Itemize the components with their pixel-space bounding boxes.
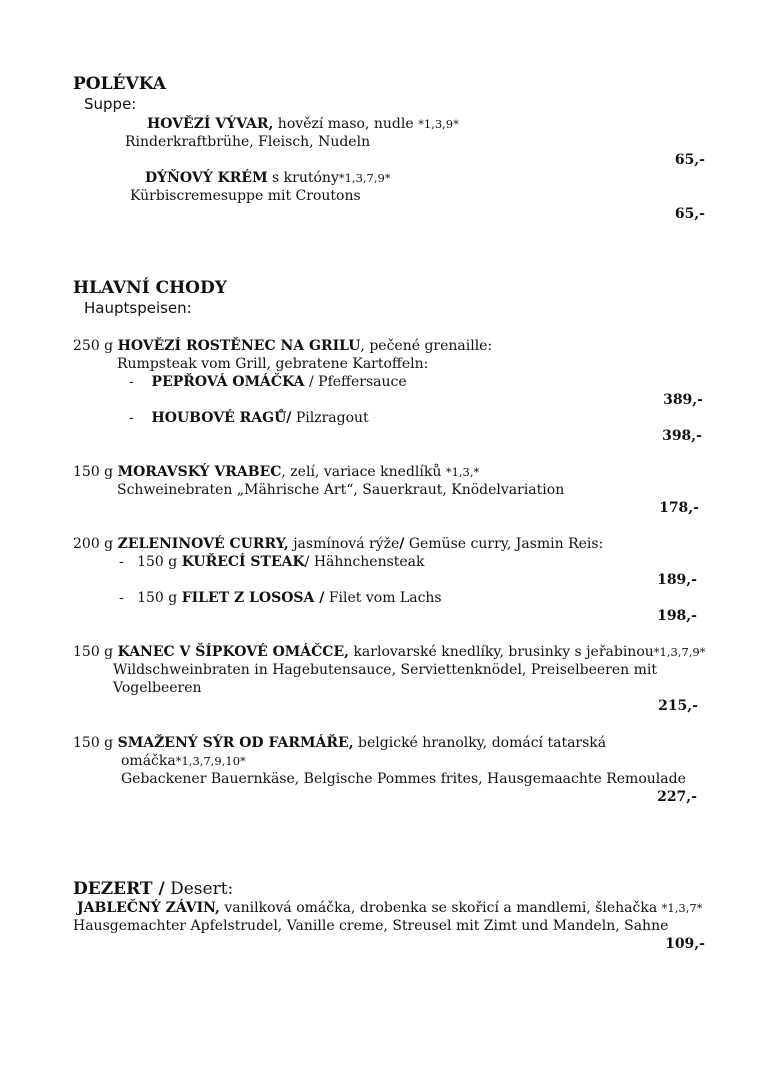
item-name: MORAVSKÝ VRABEC	[117, 464, 282, 480]
item-translation: Rumpsteak vom Grill, gebratene Kartoffeln:	[117, 356, 429, 372]
option-desc: / Pfeffersauce	[304, 374, 407, 390]
item-desc: karlovarské knedlíky, brusinky s jeřabinou	[349, 644, 654, 660]
item-translation: Wildschweinbraten in Hagebutensauce, Serviettenknödel, Preiselbeeren mit	[113, 662, 657, 678]
item-desc: jasmínová rýže	[288, 536, 400, 552]
item-translation: Kürbiscremesuppe mit Croutons	[130, 188, 361, 204]
dessert-heading-cz: DEZERT /	[73, 879, 165, 899]
item-desc: , pečené grenaille:	[360, 338, 493, 354]
dash: -	[129, 410, 134, 426]
item-price: 227,-	[657, 789, 697, 805]
option-desc: Pilzragout	[291, 410, 369, 426]
item-translation: Rinderkraftbrühe, Fleisch, Nudeln	[125, 134, 371, 150]
section-heading-dessert	[73, 878, 233, 900]
item-weight: 250 g	[73, 338, 118, 354]
option-pepper-sauce	[129, 373, 407, 391]
section-subheading-soup: Suppe:	[84, 95, 137, 113]
item-allergens: *1,3,7,9*	[338, 171, 391, 185]
item-price: 65,-	[674, 206, 705, 222]
item-allergens: *1,3,7*	[661, 901, 703, 915]
section-subheading-mains: Hauptspeisen:	[84, 299, 192, 317]
item-allergens: *1,3,7,9*	[653, 645, 706, 659]
item-price: 109,-	[665, 936, 705, 952]
item-name: HOVĚZÍ VÝVAR,	[147, 116, 274, 132]
item-price: 215,-	[658, 698, 698, 714]
section-heading-soup: POLÉVKA	[73, 74, 166, 94]
item-allergens: *1,3,9*	[418, 117, 459, 131]
item-price: 398,-	[662, 428, 702, 444]
item-name: HOVĚZÍ ROSTĚNEC NA GRILU	[117, 338, 361, 354]
option-weight: 150 g	[137, 590, 182, 606]
item-translation: Gebackener Bauernkäse, Belgische Pommes frites, Hausgemaachte Remoulade	[121, 771, 686, 787]
item-weight: 150 g	[73, 735, 118, 751]
item-name: KANEC V ŠÍPKOVÉ OMÁČCE,	[117, 644, 349, 660]
item-weight: 150 g	[73, 644, 118, 660]
option-name: FILET Z LOSOSA /	[181, 590, 325, 606]
item-desc-de: Gemüse curry, Jasmin Reis:	[404, 536, 604, 552]
section-heading-mains: HLAVNÍ CHODY	[73, 278, 227, 298]
option-mushroom-ragout	[129, 409, 369, 427]
menu-item-soup-1	[147, 115, 459, 133]
item-allergens: *1,3,7,9,10*	[175, 754, 246, 768]
menu-item-steak	[73, 337, 492, 355]
item-price: 178,-	[659, 500, 699, 516]
item-price: 65,-	[674, 152, 705, 168]
item-desc: omáčka	[121, 753, 176, 769]
item-translation-cont: Vogelbeeren	[113, 680, 202, 696]
item-price: 198,-	[657, 608, 697, 624]
option-name: KUŘECÍ STEAK	[181, 554, 305, 570]
option-weight: 150 g	[137, 554, 182, 570]
item-desc-cont	[121, 752, 246, 770]
menu-item-apple-strudel	[77, 899, 702, 917]
menu-item-vegetable-curry	[73, 535, 603, 553]
item-desc: s krutóny	[267, 170, 339, 186]
option-desc: Filet vom Lachs	[324, 590, 442, 606]
option-salmon-fillet	[119, 589, 442, 607]
item-name: ZELENINOVÉ CURRY,	[117, 536, 289, 552]
item-allergens: *1,3,*	[445, 465, 480, 479]
item-translation: Hausgemachter Apfelstrudel, Vanille creme, Streusel mit Zimt und Mandeln, Sahne	[73, 918, 669, 934]
item-desc: , zelí, variace knedlíků	[281, 464, 446, 480]
item-translation: Schweinebraten „Mährische Art“, Sauerkraut, Knödelvariation	[117, 482, 565, 498]
option-name: PEPŘOVÁ OMÁČKA	[151, 374, 305, 390]
dash: -	[119, 554, 124, 570]
item-desc: belgické hranolky, domácí tatarská	[353, 735, 607, 751]
option-desc: / Hähnchensteak	[304, 554, 425, 570]
menu-item-wild-boar	[73, 643, 706, 661]
item-name: DÝŇOVÝ KRÉM	[145, 170, 268, 186]
menu-item-soup-2	[145, 169, 391, 187]
option-name: HOUBOVÉ RAGŮ/	[151, 410, 292, 426]
dash: -	[119, 590, 124, 606]
item-name: SMAŽENÝ SÝR OD FARMÁŘE,	[117, 735, 354, 751]
option-chicken-steak	[119, 553, 425, 571]
item-price: 189,-	[657, 572, 697, 588]
dessert-heading-de: Desert:	[164, 879, 234, 899]
item-desc: vanilková omáčka, drobenka se skořicí a mandlemi, šlehačka	[219, 900, 662, 916]
item-name: JABLEČNÝ ZÁVIN,	[77, 900, 220, 916]
item-weight: 200 g	[73, 536, 118, 552]
item-price: 389,-	[663, 392, 703, 408]
item-weight: 150 g	[73, 464, 118, 480]
menu-item-moravian-sparrow	[73, 463, 479, 481]
dash: -	[129, 374, 134, 390]
item-slash: /	[399, 536, 405, 552]
menu-item-fried-cheese	[73, 734, 606, 752]
item-desc: hovězí maso, nudle	[273, 116, 419, 132]
